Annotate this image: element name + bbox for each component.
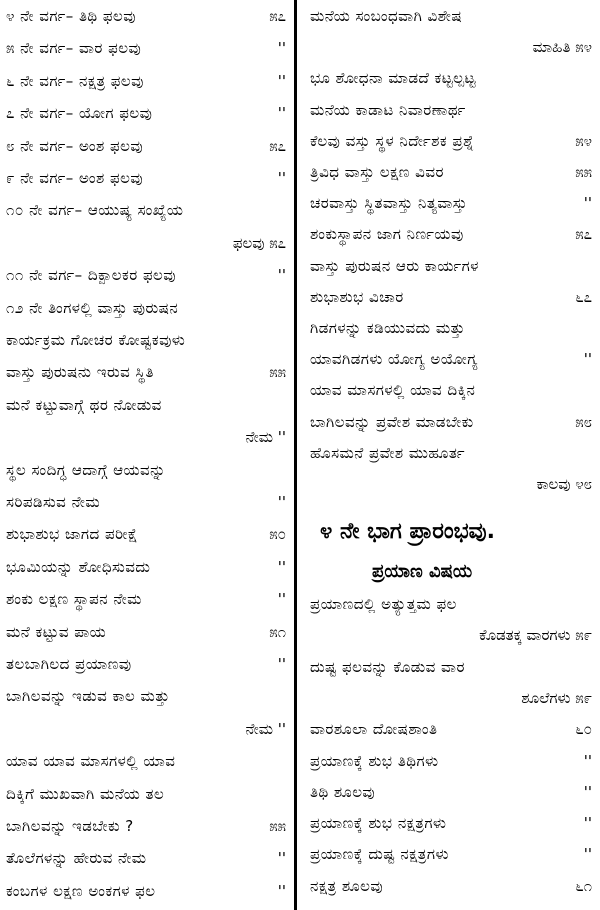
entry-page-ref: ೫೮: [575, 412, 592, 431]
entry-text: ಬಾಗಿಲವನ್ನು ಇಡಬೇಕು ?: [6, 817, 134, 835]
entry-text: ತಿಥಿ ಶೂಲವು: [310, 782, 376, 801]
entry-page-ref: '': [277, 104, 286, 123]
entry-page-ref: ಕೊಡತಕ್ಕ ವಾರಗಳು ೫೯: [479, 626, 592, 645]
index-entry: [310, 780, 592, 804]
entry-text: ಶುಭಾಶುಭ ವಿಚಾರ: [310, 287, 404, 306]
entry-page-ref: ನೇಮ '': [245, 719, 286, 738]
index-entry: [6, 782, 286, 806]
entry-page-ref: '': [277, 590, 286, 609]
entry-text: ಮನೆ ಕಟ್ಟುವ ಪಾಯ: [6, 622, 107, 641]
entry-page-ref: '': [277, 266, 286, 285]
index-entry: [6, 263, 286, 287]
index-entry: [310, 874, 592, 898]
entry-text: ಶುಭಾಶುಭ ಜಾಗದ ಪರೀಕ್ಷೆ: [6, 525, 139, 544]
index-entry: [6, 814, 286, 838]
index-entry: [310, 316, 592, 340]
entry-text: ನಕ್ಷತ್ರ ಶೂಲವು: [310, 876, 384, 895]
index-entry: [6, 360, 286, 384]
entry-text: ೪ ನೇ ವರ್ಗ– ತಿಥಿ ಫಲವು: [6, 7, 136, 25]
entry-text: ಸರಿಪಡಿಸುವ ನೇಮ: [6, 493, 101, 511]
index-entry: [310, 472, 592, 496]
section-heading: ಪ್ರಯಾಣ ವಿಷಯ: [372, 561, 473, 582]
entry-text: ಪ್ರಯಾಣಕ್ಕೆ ದುಷ್ಟ ನಕ್ಷತ್ರಗಳು: [310, 845, 449, 864]
entry-page-ref: '': [277, 881, 286, 900]
entry-text: ಹೊಸಮನೆ ಪ್ರವೇಶ ಮುಹೂರ್ತ: [310, 443, 466, 462]
entry-page-ref: '': [583, 814, 592, 833]
entry-page-ref: ೫೧: [269, 622, 286, 641]
index-entry: [6, 522, 286, 546]
entry-text: ಪ್ರಯಾಣದಲ್ಲಿ ಅತ್ಯುತ್ತಮ ಫಲ: [310, 595, 457, 613]
index-entry: [6, 393, 286, 417]
entry-page-ref: ೫೭: [575, 225, 592, 244]
index-entry: [310, 441, 592, 465]
entry-text: ಗಿಡಗಳನ್ನು ಕಡಿಯುವದು ಮತ್ತು: [310, 319, 466, 337]
entry-text: ಯಾವ ಮಾಸಗಳಲ್ಲಿ ಯಾವ ದಿಕ್ಕಿನ: [310, 381, 476, 400]
index-entry: [310, 222, 592, 246]
entry-text: ೯ ನೇ ವರ್ಗ– ಅಂಶ ಫಲವು: [6, 169, 144, 187]
entry-page-ref: '': [277, 849, 286, 868]
index-entry: [6, 620, 286, 644]
index-entry: [6, 490, 286, 514]
entry-page-ref: ೫೦: [269, 525, 286, 544]
entry-page-ref: ೫೪: [575, 131, 592, 150]
index-entry: [310, 285, 592, 309]
index-entry: [6, 458, 286, 482]
index-entry: [6, 684, 286, 708]
entry-text: ಕಂಬಗಳ ಲಕ್ಷಣ ಅಂಕಗಳ ಫಲ: [6, 881, 156, 900]
entry-text: ೧೧ ನೇ ವರ್ಗ– ದಿಕ್ಪಾಲಕರ ಫಲವು: [6, 266, 177, 285]
entry-text: ಪ್ರಯಾಣಕ್ಕೆ ಶುಭ ತಿಥಿಗಳು: [310, 751, 439, 770]
entry-page-ref: ೬೦: [575, 720, 592, 739]
entry-text: ದುಷ್ಟ ಫಲವನ್ನು ಕೊಡುವ ವಾರ: [310, 657, 465, 676]
entry-page-ref: ೬೭: [575, 287, 592, 306]
entry-text: ಕಾರ್ಯಕ್ರಮ ಗೋಚರ ಕೋಷ್ಟಕವುಳು: [6, 331, 186, 349]
entry-page-ref: '': [277, 493, 286, 511]
entry-text: ೮ ನೇ ವರ್ಗ– ಅಂಶ ಫಲವು: [6, 136, 144, 155]
entry-page-ref: ೫೭: [269, 136, 286, 155]
entry-text: ಚರವಾಸ್ತು ಸ್ಥಿತವಾಸ್ತು ನಿತ್ಯವಾಸ್ತು: [310, 194, 468, 213]
index-entry: [6, 555, 286, 579]
index-entry: [310, 98, 592, 122]
index-entry: [310, 592, 592, 616]
index-entry: [6, 166, 286, 190]
entry-text: ಭೂಮಿಯನ್ನು ಶೋಧಿಸುವದು: [6, 557, 151, 576]
entry-page-ref: '': [277, 169, 286, 187]
index-entry: [310, 347, 592, 371]
entry-text: ವಾಸ್ತು ಪುರುಷನ ಆರು ಕಾರ್ಯಗಳ: [310, 256, 479, 275]
entry-page-ref: '': [583, 782, 592, 801]
index-entry: [310, 66, 592, 90]
index-entry: [6, 296, 286, 320]
entry-text: ೧೦ ನೇ ವರ್ಗ– ಆಯುಷ್ಯ ಸಂಖ್ಯೆಯ: [6, 201, 184, 220]
entry-text: ಮನೆಯ ಸಂಬಂಧವಾಗಿ ವಿಶೇಷ: [310, 7, 463, 25]
index-entry: [6, 4, 286, 28]
index-entry: [6, 587, 286, 611]
entry-page-ref: ಶೂಲೆಗಳು ೫೯: [521, 688, 592, 707]
index-entry: [310, 717, 592, 741]
entry-page-ref: '': [583, 751, 592, 770]
index-entry: [6, 36, 286, 60]
entry-text: ೬ ನೇ ವರ್ಗ– ನಕ್ಷತ್ರ ಫಲವು: [6, 71, 144, 90]
index-entry: [310, 4, 592, 28]
entry-text: ತ್ರಿವಿಧ ವಾಸ್ತು ಲಕ್ಷಣ ವಿವರ: [310, 163, 444, 181]
index-entry: [6, 846, 286, 870]
index-entry: [6, 328, 286, 352]
index-entry: [6, 134, 286, 158]
entry-text: ಯಾವಗಿಡಗಳು ಯೋಗ್ಯ ಅಯೋಗ್ಯ: [310, 350, 478, 369]
index-entry: [310, 686, 592, 710]
entry-text: ಶಂಕುಸ್ಥಾಪನ ಜಾಗ ನಿರ್ಣಯವು: [310, 225, 464, 244]
index-entry: [310, 129, 592, 153]
index-entry: [6, 652, 286, 676]
entry-page-ref: ೬೧: [575, 876, 592, 895]
index-entry: [6, 101, 286, 125]
entry-page-ref: ಕಾಲವು ೪೮: [536, 475, 592, 493]
entry-text: ಯಾವ ಯಾವ ಮಾಸಗಳಲ್ಲಿ ಯಾವ: [6, 752, 176, 771]
entry-page-ref: '': [277, 71, 286, 90]
entry-page-ref: '': [277, 655, 286, 673]
index-entry: [310, 410, 592, 434]
index-entry: [310, 749, 592, 773]
index-entry: [310, 378, 592, 402]
index-entry: [6, 717, 286, 741]
entry-text: ಬಾಗಿಲವನ್ನು ಇಡುವ ಕಾಲ ಮತ್ತು: [6, 687, 170, 706]
entry-text: ತೊಲೆಗಳನ್ನು ಹೇರುವ ನೇಮ: [6, 849, 147, 868]
entry-text: ಮನೆಯ ಕಾಡಾಟ ನಿವಾರಣಾರ್ಥ: [310, 100, 466, 119]
entry-text: ಬಾಗಿಲವನ್ನು ಪ್ರವೇಶ ಮಾಡಬೇಕು: [310, 412, 474, 431]
entry-text: ಕೆಲವು ವಸ್ತು ಸ್ಥಳ ನಿರ್ದೇಶಕ ಪ್ರಶ್ನೆ: [310, 131, 475, 150]
index-entry: [6, 69, 286, 93]
entry-text: ಪ್ರಯಾಣಕ್ಕೆ ಶುಭ ನಕ್ಷತ್ರಗಳು: [310, 814, 447, 833]
entry-text: ವಾಸ್ತು ಪುರುಷನು ಇರುವ ಸ್ಥಿತಿ: [6, 363, 154, 382]
index-entry: [6, 198, 286, 222]
entry-text: ೧೨ ನೇ ತಿಂಗಳಲ್ಲಿ ವಾಸ್ತು ಪುರುಷನ: [6, 298, 179, 317]
entry-page-ref: '': [583, 845, 592, 864]
index-entry: [6, 231, 286, 255]
index-entry: [310, 160, 592, 184]
entry-page-ref: ನೇಮ '': [245, 428, 286, 447]
entry-page-ref: ೫೭: [269, 7, 286, 25]
entry-page-ref: ೫೫: [269, 817, 286, 835]
entry-page-ref: '': [277, 557, 286, 576]
entry-page-ref: ಫಲವು ೫೭: [232, 233, 286, 252]
column-divider: [294, 0, 297, 910]
part-heading: ೪ ನೇ ಭಾಗ ಪ್ರಾರಂಭವು.: [320, 519, 495, 544]
entry-page-ref: ಮಾಹಿತಿ ೫೪: [532, 38, 592, 57]
entry-text: ತಲಬಾಗಿಲದ ಪ್ರಯಾಣವು: [6, 655, 132, 673]
index-entry: [6, 425, 286, 449]
index-entry: [310, 35, 592, 59]
index-entry: [310, 811, 592, 835]
entry-text: ಮನೆ ಕಟ್ಟುವಾಗ್ಗೆ ಥರ ನೋಡುವ: [6, 395, 162, 414]
entry-text: ೫ ನೇ ವರ್ಗ– ವಾರ ಫಲವು: [6, 39, 142, 58]
index-entry: [310, 254, 592, 278]
index-entry: [310, 655, 592, 679]
index-entry: [310, 623, 592, 647]
index-entry: [6, 749, 286, 773]
entry-text: ದಿಕ್ಕಿಗೆ ಮುಖವಾಗಿ ಮನೆಯ ತಲ: [6, 784, 165, 803]
index-entry: [310, 842, 592, 866]
entry-page-ref: '': [583, 350, 592, 369]
entry-page-ref: ೫೫: [575, 163, 592, 181]
entry-text: ಶಂಕು ಲಕ್ಷಣ ಸ್ಥಾಪನ ನೇಮ: [6, 590, 142, 609]
entry-text: ೭ ನೇ ವರ್ಗ– ಯೋಗ ಫಲವು: [6, 104, 153, 123]
entry-page-ref: ೫೫: [269, 363, 286, 382]
entry-text: ಭೂ ಶೋಧನಾ ಮಾಡದೆ ಕಟ್ಟಲ್ಪಟ್ಟ: [310, 69, 476, 88]
entry-text: ಸ್ಥಲ ಸಂದಿಗ್ಧ ಆದಾಗ್ಗೆ ಆಯವನ್ನು: [6, 460, 166, 479]
index-entry: [6, 879, 286, 903]
entry-text: ವಾರಶೂಲಾ ದೋಷಶಾಂತಿ: [310, 720, 438, 739]
entry-page-ref: '': [583, 194, 592, 213]
index-entry: [310, 191, 592, 215]
entry-page-ref: '': [277, 39, 286, 58]
